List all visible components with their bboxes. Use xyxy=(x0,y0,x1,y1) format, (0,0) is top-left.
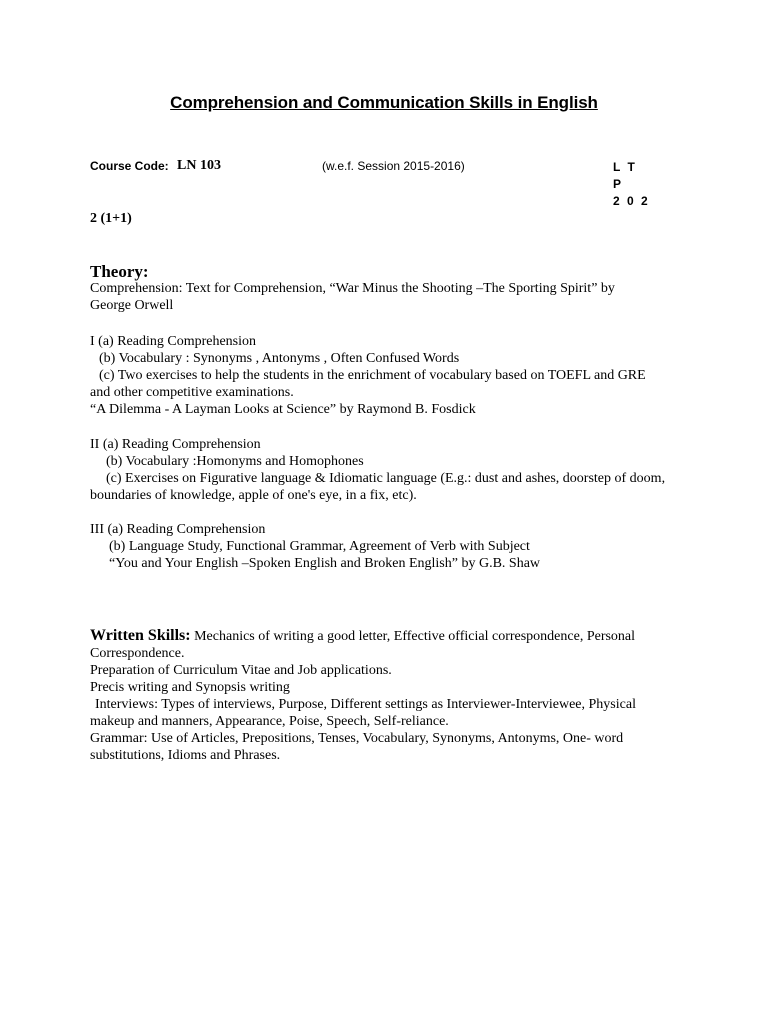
written-line: makeup and manners, Appearance, Poise, Speech, Self-reliance. xyxy=(90,714,449,729)
unit-1-item-c-cont: and other competitive examinations. xyxy=(90,385,294,400)
written-line: Preparation of Curriculum Vitae and Job applications. xyxy=(90,663,392,678)
unit-2-heading: II (a) Reading Comprehension xyxy=(90,437,261,452)
written-skills-heading: Written Skills: xyxy=(90,627,191,644)
course-code-value: LN 103 xyxy=(177,158,221,173)
session-info: (w.e.f. Session 2015-2016) xyxy=(322,159,465,173)
written-line: Correspondence. xyxy=(90,646,185,661)
written-line: Grammar: Use of Articles, Prepositions, Tenses, Vocabulary, Synonyms, Antonyms, One- word xyxy=(90,731,624,746)
document-title: Comprehension and Communication Skills in English xyxy=(170,93,598,112)
theory-line: Comprehension: Text for Comprehension, “War Minus the Shooting –The Sporting Spirit” by xyxy=(90,281,615,296)
written-first-line-text: Mechanics of writing a good letter, Effective official correspondence, Personal xyxy=(194,629,636,644)
written-skills-section xyxy=(90,627,690,764)
theory-heading: Theory: xyxy=(90,262,149,281)
unit-3-text-title: “You and Your English –Spoken English and Broken English” by G.B. Shaw xyxy=(109,556,541,571)
course-code-label: Course Code: xyxy=(90,159,169,173)
written-line: substitutions, Idioms and Phrases. xyxy=(90,748,281,763)
credits: 2 (1+1) xyxy=(90,211,132,226)
written-line: Precis writing and Synopsis writing xyxy=(90,680,290,695)
unit-3 xyxy=(90,521,690,572)
unit-1-text-title: “A Dilemma - A Layman Looks at Science” by Raymond B. Fosdick xyxy=(90,402,476,417)
theory-section xyxy=(90,263,690,314)
ltp-block xyxy=(613,159,650,210)
unit-1-item-c: (c) Two exercises to help the students in the enrichment of vocabulary based on TOEFL and GRE xyxy=(99,368,646,383)
ltp-header: L T P xyxy=(613,160,637,191)
unit-1-heading: I (a) Reading Comprehension xyxy=(90,334,257,349)
unit-3-item-b: (b) Language Study, Functional Grammar, Agreement of Verb with Subject xyxy=(109,539,530,554)
unit-2-item-b: (b) Vocabulary :Homonyms and Homophones xyxy=(106,454,364,469)
written-first-line xyxy=(90,627,690,645)
theory-line: George Orwell xyxy=(90,298,174,313)
written-line: Interviews: Types of interviews, Purpose, Different settings as Interviewer-Interviewee, Physical xyxy=(95,697,636,712)
unit-1-item-b: (b) Vocabulary : Synonyms , Antonyms , Often Confused Words xyxy=(99,351,460,366)
unit-2-item-c: (c) Exercises on Figurative language & Idiomatic language (E.g.: dust and ashes, doorstep of doom, xyxy=(106,471,666,486)
unit-1 xyxy=(90,333,690,418)
unit-3-heading: III (a) Reading Comprehension xyxy=(90,522,266,537)
ltp-values: 2 0 2 xyxy=(613,194,650,208)
unit-2 xyxy=(90,436,690,504)
unit-2-item-c-cont: boundaries of knowledge, apple of one's eye, in a fix, etc). xyxy=(90,488,417,503)
